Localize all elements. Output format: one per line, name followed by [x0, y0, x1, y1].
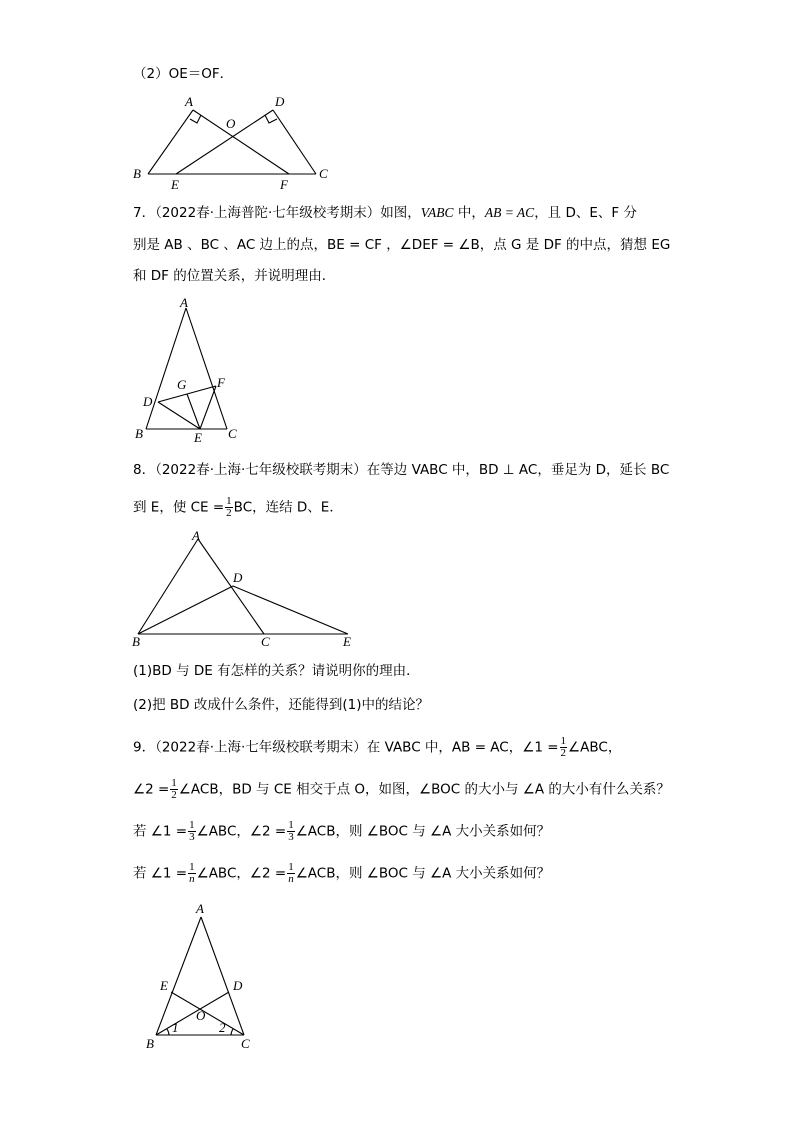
- q9-line3-den2: 3: [288, 831, 294, 843]
- q9-line2-den: 2: [171, 789, 177, 801]
- q7-line1-c: 中，: [453, 205, 485, 221]
- q7-line3: 和 DF 的位置关系，并说明理由．: [133, 268, 336, 284]
- q8-frac-num: 1: [226, 495, 232, 507]
- q9-label-E: E: [160, 978, 168, 993]
- q9-line4-fraction1: [188, 862, 196, 885]
- q8-part2: (2)把 BD 改成什么条件，还能得到(1)中的结论？: [133, 697, 429, 713]
- q9-label-O: O: [196, 1008, 206, 1023]
- q6-line-DC: [273, 110, 316, 174]
- q9-line4-a: 若 ∠1 =: [133, 865, 188, 882]
- q9-figure: [140, 898, 265, 1058]
- q7-figure: [132, 295, 247, 445]
- q6-label-D: D: [275, 94, 285, 109]
- q7-line-AB: [146, 308, 186, 429]
- q9-line1: [133, 736, 621, 759]
- q7-line1-a: 7．（2022春·上海普陀·七年级校考期末）如图，: [133, 205, 421, 221]
- q7-line1: [133, 203, 637, 223]
- q9-line2-b: ∠ACB，BD 与 CE 相交于点 O，如图，∠BOC 的大小与 ∠A 的大小有什么关系？: [178, 781, 670, 798]
- q9-line1-num: 1: [560, 735, 567, 747]
- q8-label-B: B: [132, 634, 140, 649]
- q7-label-F: F: [217, 375, 225, 390]
- q6-label-C: C: [319, 166, 328, 181]
- q9-line-CE: [171, 992, 244, 1035]
- q8-label-C: C: [261, 634, 270, 649]
- q6-figure: [128, 92, 338, 190]
- q8-label-E: E: [343, 634, 351, 649]
- q8-line2-b: BC，连结 D、E．: [233, 499, 343, 516]
- q8-label-D: D: [233, 570, 243, 585]
- q9-label-1: 1: [172, 1020, 179, 1035]
- q9-line3-den1: 3: [189, 831, 195, 843]
- q9-line1-den: 2: [560, 747, 567, 759]
- q8-part1: (1)BD 与 DE 有怎样的关系？请说明你的理由．: [133, 663, 420, 679]
- q8-line-DE: [233, 586, 348, 634]
- q9-line3-c: ∠ACB，则 ∠BOC 与 ∠A 大小关系如何？: [295, 823, 551, 840]
- q6-label-E: E: [171, 177, 179, 192]
- q9-line3-fraction1: [188, 820, 196, 843]
- q9-line2-fraction: [170, 778, 178, 801]
- q9-line-AB: [156, 917, 201, 1035]
- q8-line2-a: 到 E，使 CE =: [133, 499, 225, 516]
- q9-line3: [133, 820, 550, 843]
- q7-label-E: E: [194, 430, 202, 445]
- q7-line-GE: [187, 394, 200, 429]
- q9-line4: [133, 862, 550, 885]
- q9-line1-fraction: [560, 736, 568, 759]
- q9-line-AC: [201, 917, 244, 1035]
- q9-line3-num2: 1: [288, 819, 294, 831]
- q9-label-A: A: [196, 901, 204, 916]
- q7-line1-eq: AB = AC: [484, 205, 535, 220]
- q7-label-G: G: [177, 377, 187, 392]
- q9-line4-den2: n: [288, 873, 294, 885]
- q6-label-B: B: [133, 166, 141, 181]
- q9-line4-num1: 1: [189, 861, 195, 873]
- q6-label-F: F: [280, 177, 288, 192]
- q9-line4-den1: n: [189, 873, 195, 885]
- q8-figure: [128, 528, 358, 650]
- q6-label-O: O: [226, 116, 236, 131]
- q9-line1-b: ∠ABC，: [568, 739, 622, 756]
- q7-label-C: C: [228, 426, 237, 441]
- q9-line4-num2: 1: [288, 861, 294, 873]
- q7-line1-e: ，且 D、E、F 分: [534, 205, 637, 221]
- q9-line2-a: ∠2 =: [133, 781, 170, 798]
- q6-right-angle-A: [190, 115, 201, 123]
- q9-line4-c: ∠ACB，则 ∠BOC 与 ∠A 大小关系如何？: [295, 865, 551, 882]
- q9-label-C: C: [241, 1036, 250, 1051]
- q6-line-BA: [148, 110, 193, 174]
- q6-part2-text: （2）OE＝OF．: [133, 66, 234, 82]
- q7-label-B: B: [135, 426, 143, 441]
- q9-angle-2-arc: [231, 1029, 233, 1035]
- q9-line1-a: 9．（2022春·上海·七年级校联考期末）在 VABC 中，AB = AC，∠1 =: [133, 739, 559, 756]
- q7-line2: 别是 AB 、BC 、AC 边上的点，BE = CF ，∠DEF = ∠B，点 G 是 DF 的中点，猜想 EG: [133, 237, 671, 253]
- q8-line-AB: [138, 539, 198, 634]
- q8-line2: [133, 496, 343, 519]
- q9-label-B: B: [146, 1036, 154, 1051]
- q7-line-DE: [158, 402, 200, 429]
- q9-line4-fraction2: [287, 862, 295, 885]
- q9-line3-b: ∠ABC，∠2 =: [196, 823, 287, 840]
- q7-line1-triangle: VABC: [420, 205, 454, 220]
- q6-label-A: A: [185, 94, 193, 109]
- q9-line2-num: 1: [171, 777, 177, 789]
- q9-label-D: D: [233, 978, 243, 993]
- q9-line3-a: 若 ∠1 =: [133, 823, 188, 840]
- q7-line-FE: [200, 386, 216, 429]
- q8-line1: 8．（2022春·上海·七年级校联考期末）在等边 VABC 中，BD ⊥ AC，垂足为 D，延长 BC: [133, 462, 670, 478]
- q8-fraction: [225, 496, 233, 519]
- q9-line4-b: ∠ABC，∠2 =: [196, 865, 287, 882]
- q9-line2: [133, 778, 670, 801]
- q8-line-BD: [138, 586, 233, 634]
- q8-label-A: A: [192, 528, 200, 543]
- q8-frac-den: 2: [226, 507, 232, 519]
- q9-angle-1-arc: [167, 1029, 169, 1035]
- q7-label-D: D: [143, 394, 153, 409]
- q9-line3-num1: 1: [189, 819, 195, 831]
- q6-right-angle-D: [265, 115, 277, 123]
- q7-label-A: A: [180, 295, 188, 310]
- q9-label-2: 2: [219, 1020, 226, 1035]
- q9-line3-fraction2: [287, 820, 295, 843]
